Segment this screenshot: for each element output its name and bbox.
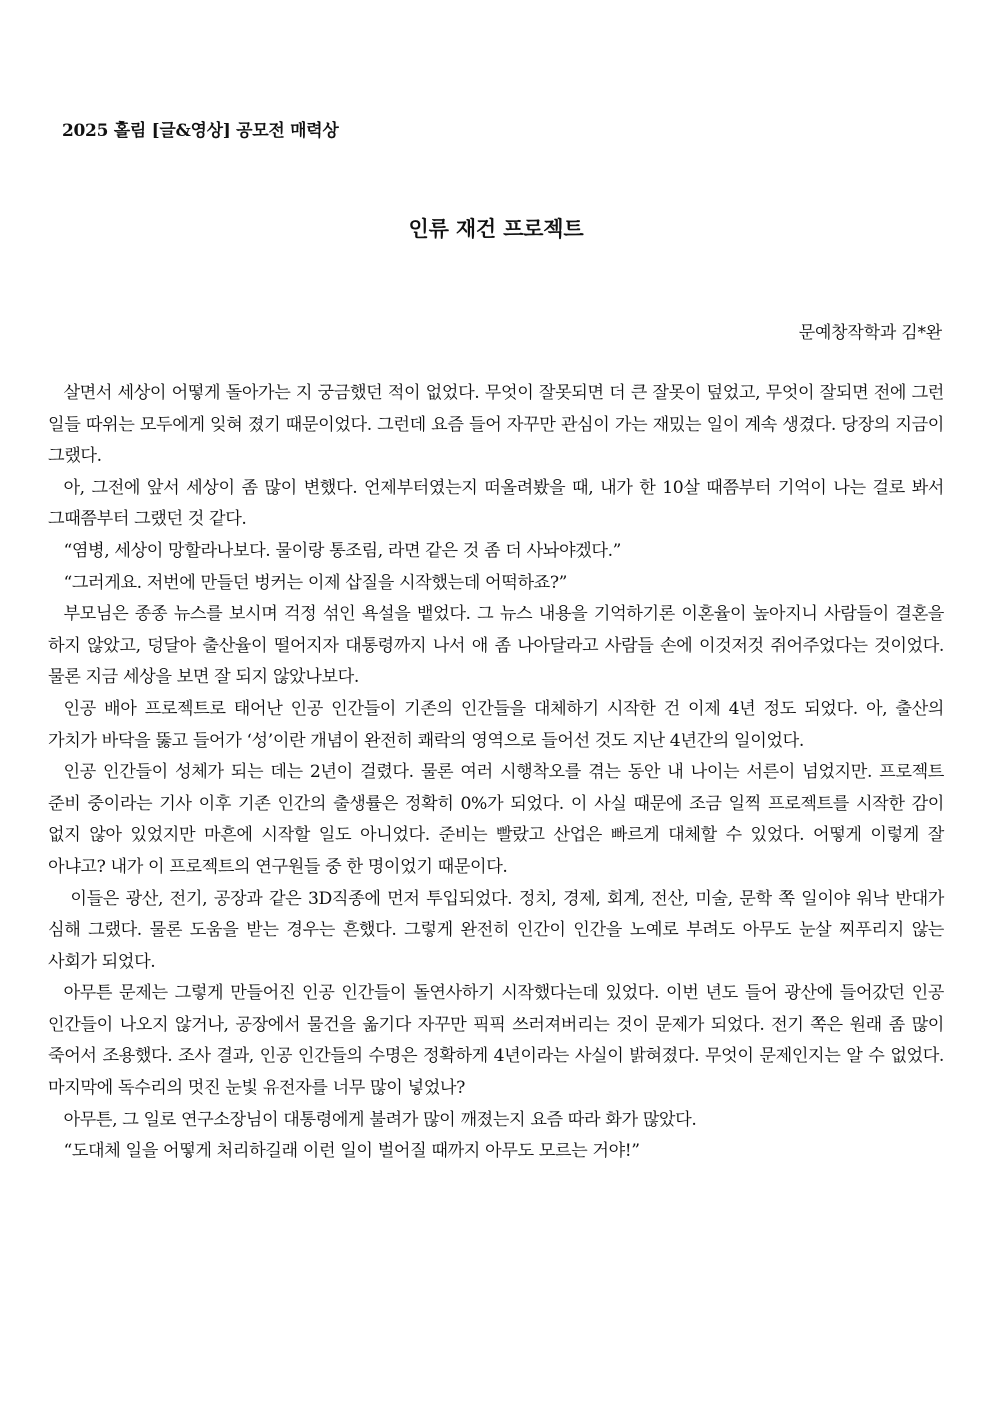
story-title: 인류 재건 프로젝트 [408,216,584,241]
author-line: 문예창작학과 김*완 [798,323,942,343]
paragraph: 아무튼, 그 일로 연구소장님이 대통령에게 불려가 많이 깨졌는지 요즘 따라 화가 많았다. [63,1109,697,1130]
paragraph: 아무튼 문제는 그렇게 만들어진 인공 인간들이 돌연사하기 시작했다는데 있었다. 이번 년도 들어 광산에 들어갔던 인공 인간들이 나오지 않거나, 공장에서 물건을 옮기다 자꾸만 픽픽 쓰러져버리는 것이 문제가 되었다. 전기 쪽은 원래 좀 많이 죽어서 조용했다. 조사 결과, 인공 인간들의 수명은 정확하게 4년이라는 사실이 밝혀졌다. 무엇이 문제인지는 알 수 없었다. 마지막에 독수리의 멋진 눈빛 유전자를 너무 많이 넣었나? [48,983,944,1099]
story-body [48,378,944,1168]
dialogue-line: “도대체 일을 어떻게 처리하길래 이런 일이 벌어질 때까지 아무도 모르는 거야!” [63,1141,640,1162]
paragraph: 부모님은 종종 뉴스를 보시며 걱정 섞인 욕설을 뱉었다. 그 뉴스 내용을 기억하기론 이혼율이 높아지니 사람들이 결혼을 하지 않았고, 덩달아 출산율이 떨어지자 대통령까지 나서 애 좀 나아달라고 사람들 손에 이것저것 쥐어주었다는 것이었다. 물론 지금 세상을 보면 잘 되지 않았나보다. [48,604,944,688]
contest-header: 2025 홀림 [글&영상] 공모전 매력상 [62,121,339,141]
dialogue-line: “염병, 세상이 망할라나보다. 물이랑 통조림, 라면 같은 것 좀 더 사놔야겠다.” [63,540,622,561]
paragraph: 아, 그전에 앞서 세상이 좀 많이 변했다. 언제부터였는지 떠올려봤을 때, 내가 한 10살 때쯤부터 기억이 나는 걸로 봐서 그때쯤부터 그랬던 것 같다. [48,477,944,530]
paragraph: 인공 인간들이 성체가 되는 데는 2년이 걸렸다. 물론 여러 시행착오를 겪는 동안 내 나이는 서른이 넘었지만. 프로젝트 준비 중이라는 기사 이후 기존 인간의 출생률은 정확히 0%가 되었다. 이 사실 때문에 조금 일찍 프로젝트를 시작한 감이 없지 않아 있었지만 마흔에 시작할 일도 아니었다. 준비는 빨랐고 산업은 빠르게 대체할 수 있었다. 어떻게 이렇게 잘 아냐고? 내가 이 프로젝트의 연구원들 중 한 명이었기 때문이다. [48,762,944,877]
paragraph: 인공 배아 프로젝트로 태어난 인공 인간들이 기존의 인간들을 대체하기 시작한 건 이제 4년 정도 되었다. 아, 출산의 가치가 바닥을 뚫고 들어가 ‘성’이란 개념이 완전히 쾌락의 영역으로 들어선 것도 지난 4년간의 일이었다. [48,698,944,751]
paragraph: 살면서 세상이 어떻게 돌아가는 지 궁금했던 적이 없었다. 무엇이 잘못되면 더 큰 잘못이 덮었고, 무엇이 잘되면 전에 그런 일들 따위는 모두에게 잊혀 졌기 때문이었다. 그런데 요즘 들어 자꾸만 관심이 가는 재밌는 일이 계속 생겼다. 당장의 지금이 그랬다. [48,383,944,467]
dialogue-line: “그러게요. 저번에 만들던 벙커는 이제 삽질을 시작했는데 어떡하죠?” [63,572,568,593]
paragraph: 이들은 광산, 전기, 공장과 같은 3D직종에 먼저 투입되었다. 정치, 경제, 회계, 전산, 미술, 문학 쪽 일이야 워낙 반대가 심해 그랬다. 물론 도움을 받는 경우는 흔했다. 그렇게 완전히 인간이 인간을 노예로 부려도 아무도 눈살 찌푸리지 않는 사회가 되었다. [48,888,944,972]
